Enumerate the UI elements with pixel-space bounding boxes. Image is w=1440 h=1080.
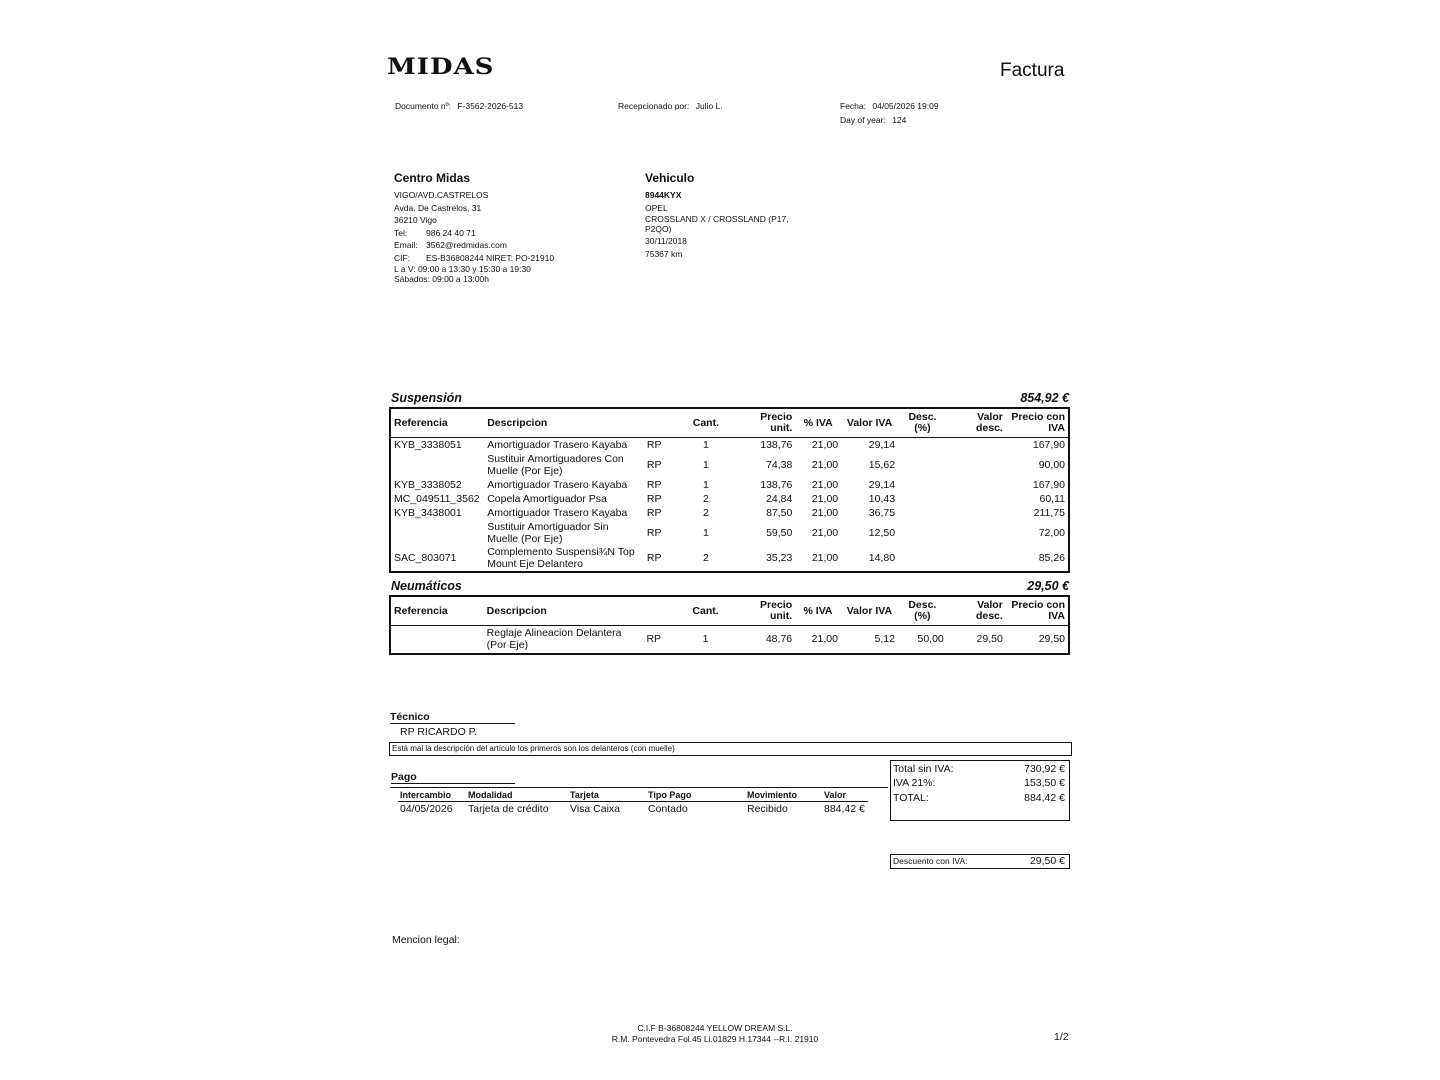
payment-col-value: Valor — [824, 790, 847, 800]
payment-col-movement: Movimiento — [747, 790, 798, 800]
vehicle-plate: 8944KYX — [645, 190, 682, 200]
cell-total-with-vat: 29,50 — [1038, 633, 1065, 646]
invoice-date-label: Fecha: — [840, 101, 866, 111]
cell-discount-pct: 50,00 — [917, 633, 944, 646]
received-by-label: Recepcionado por: — [618, 101, 690, 111]
center-phone — [394, 227, 624, 240]
table-row — [390, 546, 1069, 572]
cell-tag: RP — [646, 552, 662, 565]
vehicle-make: OPEL — [645, 202, 668, 213]
col-discount-pct: Desc. (%) — [898, 408, 947, 438]
phone-label: Tel: — [394, 227, 408, 238]
opening-hours-saturday: Sábados: 09:00 a 13:00h — [394, 274, 489, 284]
center-title: Centro Midas — [394, 171, 471, 185]
col-vat-pct: % IVA — [795, 596, 841, 626]
col-unit-price: Precio unit. — [727, 596, 795, 626]
cell-tag: RP — [646, 478, 662, 491]
suspension-table — [389, 407, 1070, 573]
vehicle-info — [645, 171, 825, 260]
cell-vat-value: 36,75 — [868, 506, 896, 519]
col-reference: Referencia — [390, 596, 484, 626]
cell-unit-price: 138,76 — [760, 478, 793, 491]
cell-reference: KYB_3338052 — [394, 478, 462, 491]
cell-reference: SAC_803071 — [394, 552, 457, 565]
tyres-table — [389, 595, 1070, 655]
cell-description: Amortiguador Trasero Kayaba — [487, 438, 628, 451]
col-quantity: Cant. — [685, 408, 728, 438]
cell-reference: KYB_3338051 — [394, 438, 462, 451]
cell-tag: RP — [646, 492, 662, 505]
cell-vat-pct: 21,00 — [811, 438, 839, 451]
payment-movement: Recibido — [747, 803, 788, 815]
document-number — [395, 101, 523, 111]
footer-line: R.M. Pontevedra Fol.45 Li.01829 H.17344 --R.I. 21910 — [611, 1034, 819, 1044]
cell-vat-pct: 21,00 — [811, 478, 839, 491]
cell-vat-pct: 21,00 — [811, 506, 839, 519]
col-reference: Referencia — [390, 408, 484, 438]
col-total-with-vat: Precio con IVA — [1006, 596, 1069, 626]
vat-total-label: IVA 21%: — [893, 777, 936, 789]
cell-unit-price: 74,38 — [766, 458, 793, 471]
cell-tag: RP — [646, 438, 662, 451]
cell-description: Copela Amortiguador Psa — [487, 492, 607, 505]
discount-box — [890, 854, 1070, 869]
cell-unit-price: 24,84 — [766, 492, 793, 505]
cell-tag: RP — [646, 526, 662, 539]
cell-discount-value — [947, 478, 1006, 492]
cell-quantity: 1 — [702, 478, 709, 491]
technician-note: Está mal la descripción del artículo los primeros son los delanteros (con muelle) — [389, 742, 1072, 756]
cell-reference — [390, 520, 484, 546]
grand-total-label: TOTAL: — [893, 792, 929, 804]
cell-vat-pct: 21,00 — [811, 526, 839, 539]
technician-label: Técnico — [390, 711, 515, 724]
cell-total-with-vat: 90,00 — [1038, 458, 1065, 471]
cell-discount-value — [947, 492, 1006, 506]
cell-discount-value — [947, 520, 1006, 546]
cell-unit-price: 59,50 — [766, 526, 793, 539]
cell-total-with-vat: 72,00 — [1038, 526, 1065, 539]
cell-description: Complemento Suspensi¾N Top Mount Eje Delantero — [487, 546, 635, 571]
cell-total-with-vat: 167,90 — [1032, 438, 1065, 451]
cell-vat-value: 29,14 — [868, 438, 896, 451]
table-header-row — [390, 596, 1069, 626]
col-vat-value: Valor IVA — [841, 596, 898, 626]
cell-discount-value — [947, 546, 1006, 572]
cell-vat-value: 14,80 — [868, 552, 896, 565]
cell-quantity: 1 — [702, 633, 709, 646]
col-tag — [643, 596, 684, 626]
cell-vat-value: 5,12 — [874, 633, 895, 646]
document-number-label: Documento nº: — [395, 101, 452, 111]
cell-discount-pct — [898, 492, 947, 506]
cell-description: Amortiguador Trasero Kayaba — [487, 506, 628, 519]
cell-unit-price: 138,76 — [760, 438, 793, 451]
cell-tag: RP — [646, 458, 662, 471]
received-by-value: Julio L. — [695, 101, 723, 111]
cell-quantity: 2 — [702, 506, 709, 519]
cif-value: ES-B36808244 NIRET: PO-21910 — [426, 252, 555, 263]
cell-total-with-vat: 167,90 — [1032, 478, 1065, 491]
page-number: 1/2 — [1054, 1031, 1069, 1043]
payment-col-card: Tarjeta — [570, 790, 599, 800]
col-description: Descripcion — [484, 408, 644, 438]
net-total-value: 730,92 € — [1024, 763, 1065, 775]
cell-discount-pct — [898, 506, 947, 520]
cell-vat-pct: 21,00 — [811, 458, 839, 471]
cell-discount-value — [947, 506, 1006, 520]
center-line: Avda. De Castrelos, 31 — [394, 202, 482, 213]
cell-vat-pct: 21,00 — [811, 492, 839, 505]
payment-value: 884,42 € — [824, 803, 865, 815]
cell-reference — [390, 452, 484, 478]
cell-total-with-vat: 211,75 — [1033, 506, 1065, 519]
cell-quantity: 1 — [702, 526, 709, 539]
cell-quantity: 1 — [702, 458, 709, 471]
table-row — [390, 626, 1069, 654]
net-total-label: Total sin IVA: — [893, 763, 954, 775]
col-discount-pct: Desc. (%) — [898, 596, 947, 626]
section-title-tyres: Neumáticos — [391, 579, 462, 593]
midas-logo: MIDAS — [387, 54, 495, 80]
payment-card: Visa Caixa — [570, 803, 620, 815]
col-discount-value: Valor desc. — [947, 596, 1006, 626]
footer-line: C.I.F B-36808244 YELLOW DREAM S.L. — [637, 1023, 793, 1033]
cell-description: Reglaje Alineacion Delantera (Por Eje) — [486, 627, 622, 652]
cell-unit-price: 48,76 — [765, 633, 793, 646]
payment-exchange: 04/05/2026 — [400, 803, 453, 815]
cell-description: Sustituir Amortiguador Sin Muelle (Por Eje) — [487, 520, 609, 545]
col-vat-value: Valor IVA — [841, 408, 898, 438]
section-title-suspension: Suspensión — [391, 391, 462, 405]
payment-col-exchange: Intercambio — [400, 790, 452, 800]
col-quantity: Cant. — [684, 596, 727, 626]
cell-discount-pct — [898, 438, 947, 452]
email-value: 3562@redmidas.com — [426, 240, 507, 250]
cell-discount-pct — [898, 452, 947, 478]
table-row — [390, 506, 1069, 520]
cell-description: Amortiguador Trasero Kayaba — [487, 478, 628, 491]
col-vat-pct: % IVA — [795, 408, 841, 438]
cell-quantity: 2 — [702, 552, 709, 565]
vehicle-model: CROSSLAND X / CROSSLAND (P17, — [645, 214, 789, 224]
discount-value: 29,50 € — [1029, 855, 1065, 867]
vehicle-title: Vehiculo — [645, 171, 695, 185]
section-total-suspension: 854,92 € — [1020, 391, 1069, 405]
cell-description: Sustituir Amortiguadores Con Muelle (Por Eje) — [487, 452, 624, 477]
cell-vat-value: 12,50 — [868, 526, 896, 539]
vehicle-mileage: 75367 km — [645, 248, 683, 259]
center-line: 36210 Vigo — [394, 215, 437, 225]
technician-name: RP RICARDO P. — [400, 726, 478, 738]
vehicle-model: P2QO) — [645, 224, 672, 234]
payment-method: Tarjeta de crédito — [468, 803, 549, 815]
cell-unit-price: 87,50 — [766, 506, 793, 519]
vat-total-value: 153,50 € — [1024, 777, 1065, 789]
table-row — [390, 438, 1069, 452]
center-cif — [394, 252, 624, 265]
document-number-value: F-3562-2026-513 — [457, 101, 524, 111]
email-label: Email: — [394, 240, 418, 250]
col-tag — [644, 408, 685, 438]
col-unit-price: Precio unit. — [727, 408, 795, 438]
vehicle-registration-date: 30/11/2018 — [645, 236, 687, 246]
payment-type: Contado — [648, 803, 688, 815]
table-row — [390, 520, 1069, 546]
cif-label: CIF: — [394, 252, 411, 263]
invoice-date — [840, 101, 939, 111]
cell-quantity: 2 — [702, 492, 709, 505]
cell-quantity: 1 — [702, 438, 709, 451]
invoice-date-value: 04/05/2026 19:09 — [872, 101, 939, 111]
day-of-year-value: 124 — [892, 115, 907, 125]
table-header-row — [390, 408, 1069, 438]
legal-mention-label: Mencion legal: — [392, 934, 460, 946]
cell-discount-pct — [898, 520, 947, 546]
payment-col-type: Tipo Pago — [648, 790, 692, 800]
payment-col-method: Modalidad — [468, 790, 513, 800]
cell-vat-pct: 21,00 — [811, 552, 839, 565]
payment-label: Pago — [391, 771, 515, 784]
cell-discount-value — [947, 452, 1006, 478]
day-of-year — [840, 115, 906, 125]
cell-vat-value: 10,43 — [868, 492, 896, 505]
cell-vat-pct: 21,00 — [811, 633, 838, 646]
table-row — [390, 478, 1069, 492]
payment-header-underline — [398, 801, 868, 802]
received-by — [618, 101, 723, 111]
cell-unit-price: 35,23 — [766, 552, 793, 565]
center-email — [394, 239, 624, 252]
center-info — [394, 171, 624, 284]
cell-tag: RP — [646, 633, 662, 646]
cell-reference: KYB_3438001 — [394, 506, 462, 519]
cell-total-with-vat: 60,11 — [1039, 492, 1065, 505]
cell-reference — [390, 626, 484, 654]
cell-discount-value: 29,50 — [976, 633, 1003, 646]
table-row — [390, 492, 1069, 506]
cell-discount-pct — [898, 546, 947, 572]
discount-label: Descuento con IVA: — [893, 856, 968, 866]
cell-vat-value: 15,62 — [868, 458, 896, 471]
cell-tag: RP — [646, 506, 662, 519]
section-total-tyres: 29,50 € — [1027, 579, 1069, 593]
totals-box — [890, 760, 1070, 821]
opening-hours-weekdays: L a V: 09:00 a 13:30 y 15:30 a 19:30 — [394, 264, 531, 274]
col-description: Descripcion — [484, 596, 644, 626]
col-discount-value: Valor desc. — [947, 408, 1006, 438]
table-row — [390, 452, 1069, 478]
col-total-with-vat: Precio con IVA — [1006, 408, 1069, 438]
payment-divider — [390, 787, 888, 788]
cell-reference: MC_049511_3562 — [394, 492, 480, 505]
cell-vat-value: 29,14 — [868, 478, 896, 491]
phone-value: 986 24 40 71 — [426, 227, 476, 238]
cell-total-with-vat: 85,26 — [1038, 552, 1065, 565]
day-of-year-label: Day of year: — [840, 115, 886, 125]
document-title: Factura — [1000, 60, 1065, 81]
cell-discount-value — [947, 438, 1006, 452]
footer-company-info — [560, 1023, 870, 1045]
center-line: VIGO/AVD.CASTRELOS — [394, 190, 489, 200]
grand-total-value: 884,42 € — [1024, 792, 1065, 804]
cell-discount-pct — [898, 478, 947, 492]
